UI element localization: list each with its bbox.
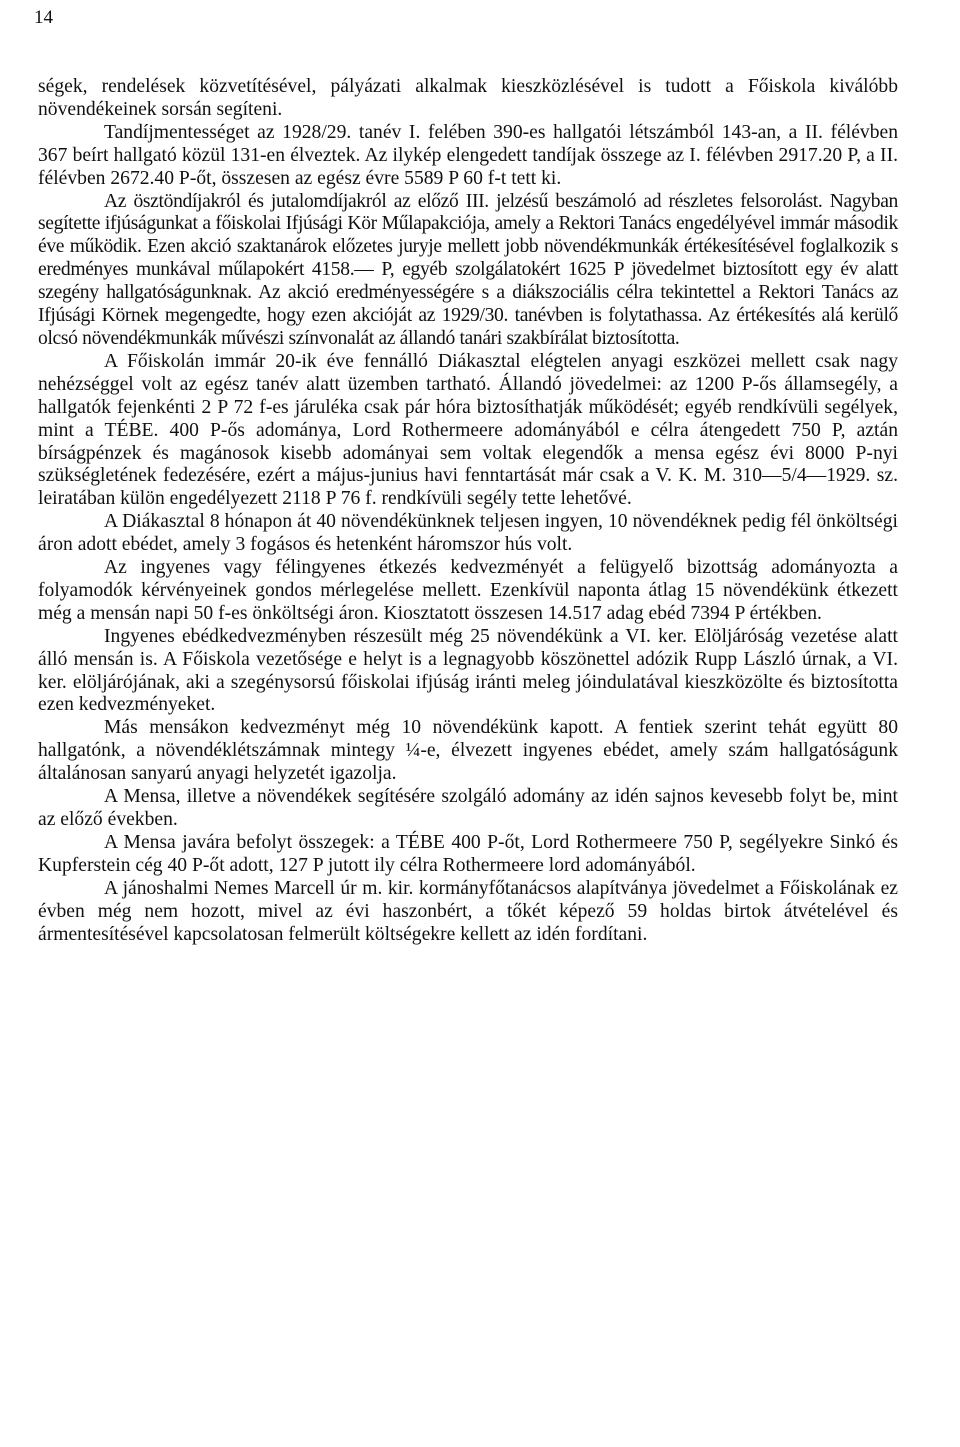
paragraph: A Diákasztal 8 hónapon át 40 növendékünknek teljesen ingyen, 10 növendéknek pedig fél önköltségi áron adott ebédet, amely 3 fogásos és hetenként háromszor hús volt. bbox=[38, 511, 898, 556]
paragraph: Ingyenes ebédkedvezményben részesült még 25 növendékünk a VI. ker. Elöljáróság vezetése alatt álló mensán is. A Főiskola vezetősége e helyt is a legnagyobb köszönettel adózik Rupp László úrnak, a VI. ker. elöljárójának, aki a szegénysorsú főiskolai ifjúság iránti meleg jóindulatával kieszközölte és biztosította ezen kedvezményeket. bbox=[38, 625, 898, 716]
paragraph: Az ösztöndíjakról és jutalomdíjakról az előző III. jelzésű beszámoló ad részletes felsorolást. Nagyban segítette ifjúságunkat a főiskolai Ifjúsági Kör Műlapakciója, amely a Rektori Tanács engedélyével immár második éve működik. Ezen akció szaktanárok előzetes juryje mellett jobb növendékmunkák értékesítésével foglalkozik s eredményes munkával műlapokért 4158.— P, egyéb szolgálatokért 1625 P jövedelmet biztosított egy év alatt szegény hallgatóságunknak. Az akció eredményességére s a diákszociális célra tekintettel a Rektori Tanács az Ifjúsági Körnek megengedte, hogy ezen akcióját az 1929/30. tanévben is folytathassa. Az értékesítés alá kerülő olcsó növendékmunkák művészi színvonalát az állandó tanári szakbírálat biztosította. bbox=[38, 190, 898, 349]
paragraph: Más mensákon kedvezményt még 10 növendékünk kapott. A fentiek szerint tehát együtt 80 hallgatónk, a növendéklétszámnak mintegy ¼-e, élvezett ingyenes ebédet, amely szám hallgatóságunk általánosan sanyarú anyagi helyzetét igazolja. bbox=[38, 717, 898, 785]
page-number: 14 bbox=[34, 7, 53, 28]
paragraph: A jánoshalmi Nemes Marcell úr m. kir. kormányfőtanácsos alapítványa jövedelmet a Főiskolának ez évben még nem hozott, mivel az évi haszonbért, a tőkét képező 59 holdas birtok átvételével és ármentesítésével kapcsolatosan felmerült költségekre kellett az idén fordítani. bbox=[38, 877, 898, 945]
paragraph: Az ingyenes vagy félingyenes étkezés kedvezményét a felügyelő bizottság adományozta a folyamodók kérvényeinek gondos mérlegelése mellett. Ezenkívül naponta átlag 15 növendékünk étkezett még a mensán napi 50 f-es önköltségi áron. Kiosztatott összesen 14.517 adag ebéd 7394 P értékben. bbox=[38, 557, 898, 624]
paragraph: A Mensa, illetve a növendékek segítésére szolgáló adomány az idén sajnos kevesebb folyt be, mint az előző években. bbox=[38, 786, 898, 830]
paragraph: ségek, rendelések közvetítésével, pályázati alkalmak kieszközlésével is tudott a Főiskola kiválóbb növendékeinek sorsán segíteni. bbox=[38, 76, 898, 120]
paragraph: Tandíjmentességet az 1928/29. tanév I. felében 390-es hallgatói létszámból 143-an, a II. félévben 367 beírt hallgató közül 131-en élveztek. Az ilykép elengedett tandíjak összege az I. félévben 2917.20 P, a II. félévben 2672.40 P-őt, összesen az egész évre 5589 P 60 f-t tett ki. bbox=[38, 121, 898, 189]
document-body bbox=[38, 76, 898, 946]
paragraph: A Főiskolán immár 20-ik éve fennálló Diákasztal elégtelen anyagi eszközei mellett csak nagy nehézséggel volt az egész tanév alatt üzemben tartható. Állandó jövedelmei: az 1200 P-ős államsegély, a hallgatók fejenkénti 2 P 72 f-es járuléka csak pár hóra biztosíthatják működését; egyéb rendkívüli segélyek, mint a TÉBE. 400 P-ős adománya, Lord Rothermeere adományából e célra átengedett 750 P, aztán bírságpénzek és magánosok kisebb adományai sem voltak elegendők a mensa egész évi 8000 P-nyi szükségletének fedezésére, ezért a május-junius havi fenntartását már csak a V. K. M. 310—5/4—1929. sz. leiratában külön engedélyezett 2118 P 76 f. rendkívüli segély tette lehetővé. bbox=[38, 350, 898, 510]
paragraph: A Mensa javára befolyt összegek: a TÉBE 400 P-őt, Lord Rothermeere 750 P, segélyekre Sinkó és Kupferstein cég 40 P-őt adott, 127 P jutott ily célra Rothermeere lord adományából. bbox=[38, 831, 898, 876]
